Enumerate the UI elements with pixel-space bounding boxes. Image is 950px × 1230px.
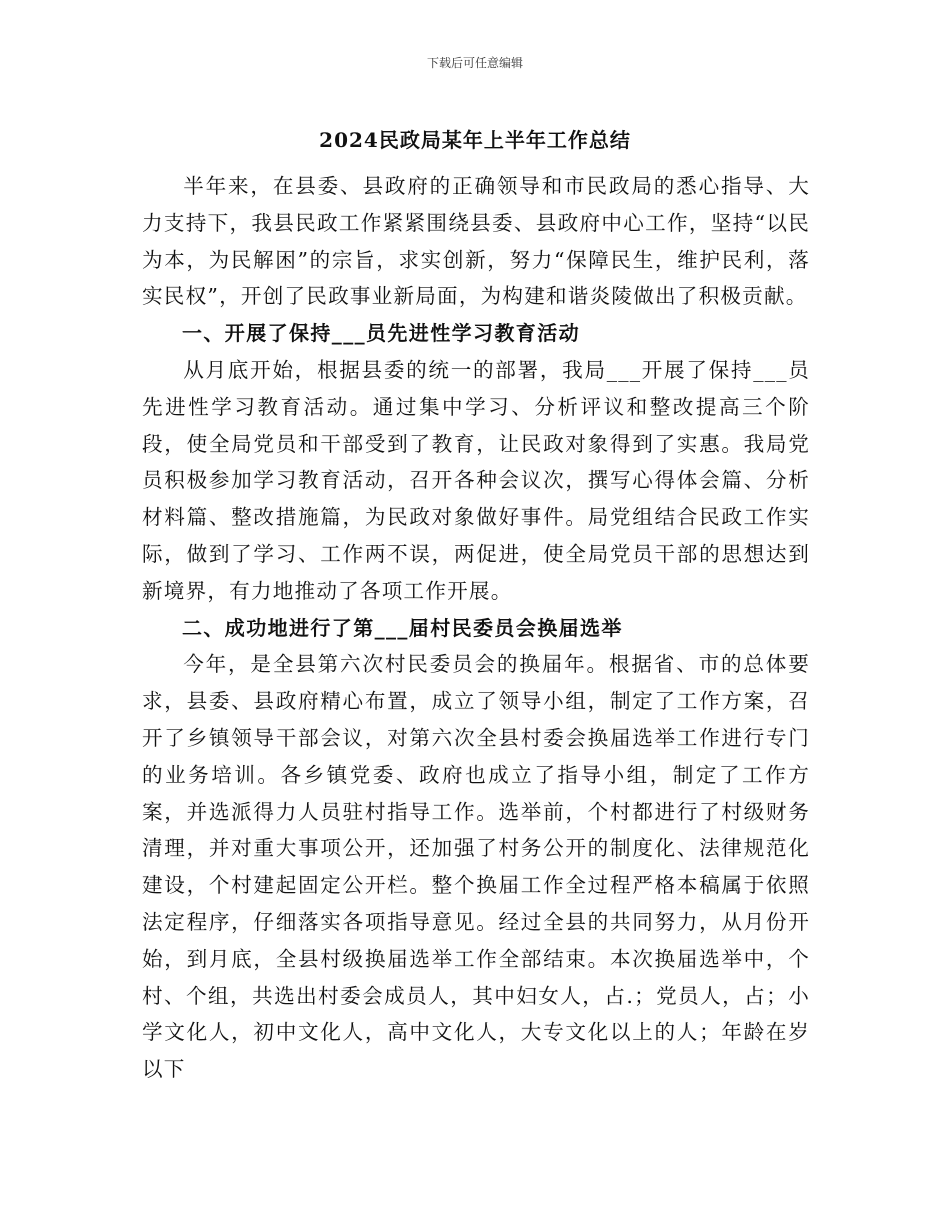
header-note: 下载后可任意编辑 xyxy=(426,56,523,70)
document-body xyxy=(142,168,810,1088)
section-1-heading: 一、开展了保持___员先进性学习教育活动 xyxy=(182,321,580,346)
intro-paragraph: 半年来，在县委、县政府的正确领导和市民政局的悉心指导、大力支持下，我县民政工作紧紧围绕县委、县政府中心工作，坚持“以民为本，为民解困”的宗旨，求实创新，努力“保障民生，维护民利，落实民权”，开创了民政事业新局面，为构建和谐炎陵做出了积极贡献。 xyxy=(142,174,810,309)
section-2-heading: 二、成功地进行了第___届村民委员会换届选举 xyxy=(182,615,623,640)
section-2-paragraph: 今年，是全县第六次村民委员会的换届年。根据省、市的总体要求，县委、县政府精心布置，成立了领导小组，制定了工作方案，召开了乡镇领导干部会议，对第六次全县村委会换届选举工作进行专门的业务培训。各乡镇党委、政府也成立了指导小组，制定了工作方案，并选派得力人员驻村指导工作。选举前，个村都进行了村级财务清理，并对重大事项公开，还加强了村务公开的制度化、法律规范化建设，个村建起固定公开栏。整个换届工作全过程严格本稿属于依照法定程序，仔细落实各项指导意见。经过全县的共同努力，从月份开始，到月底，全县村级换届选举工作全部结束。本次换届选举中，个村、个组，共选出村委会成员人，其中妇女人，占.；党员人，占；小学文化人，初中文化人，高中文化人，大专文化以上的人；年龄在岁以下 xyxy=(142,652,810,1082)
page-title: 2024民政局某年上半年工作总结 xyxy=(319,128,631,152)
section-1-paragraph: 从月底开始，根据县委的统一的部署，我局___开展了保持___员先进性学习教育活动。通过集中学习、分析评议和整改提高三个阶段，使全局党员和干部受到了教育，让民政对象得到了实惠。我局党员积极参加学习教育活动，召开各种会议次，撰写心得体会篇、分析材料篇、整改措施篇，为民政对象做好事件。局党组结合民政工作实际，做到了学习、工作两不误，两促进，使全局党员干部的思想达到新境界，有力地推动了各项工作开展。 xyxy=(142,357,810,603)
